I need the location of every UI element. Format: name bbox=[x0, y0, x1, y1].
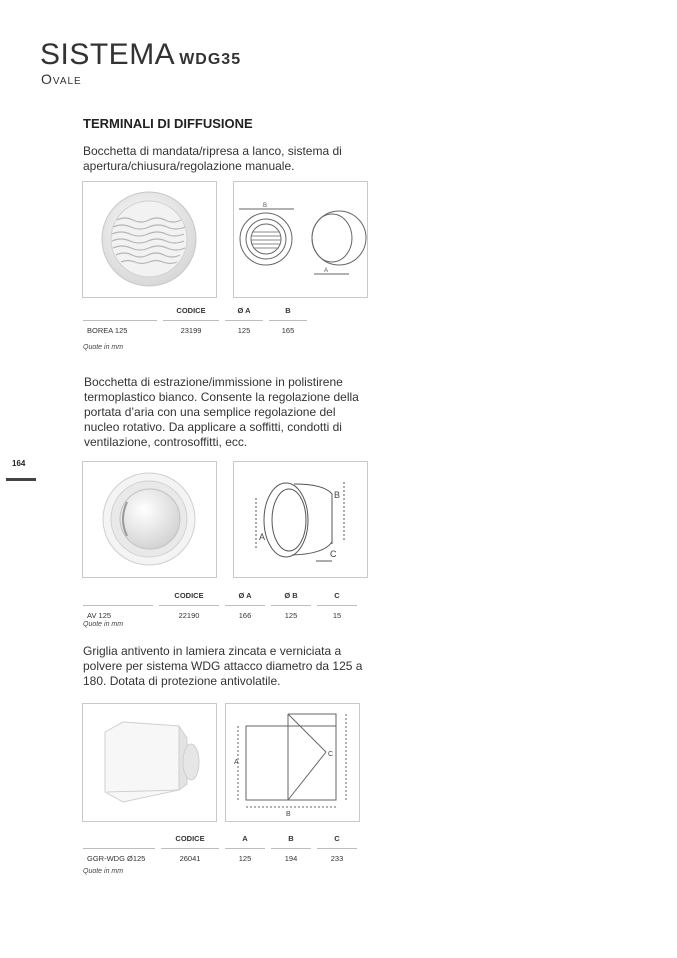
product-3-description: Griglia antivento in lamiera zincata e verniciata a polvere per sistema WDG attacco diametro da 125 a 180. Dotata di protezione antivolatile. bbox=[83, 644, 363, 688]
product-3-spec-table bbox=[83, 834, 357, 864]
product-3-drawing-label-b: B bbox=[286, 811, 291, 818]
product-2-drawing-label-c: C bbox=[330, 549, 337, 559]
col-header-a: Ø A bbox=[225, 306, 263, 321]
cell-codice: 23199 bbox=[180, 326, 202, 335]
cell-b: 125 bbox=[284, 611, 298, 620]
page-subtitle: Ovale bbox=[41, 71, 82, 87]
cell-a: 166 bbox=[238, 611, 252, 620]
cell-c: 15 bbox=[332, 611, 342, 620]
product-1-drawing-label-b: B bbox=[263, 203, 268, 209]
page-number-bar bbox=[6, 478, 36, 481]
product-3-photo bbox=[82, 703, 217, 822]
col-header-codice: CODICE bbox=[159, 591, 219, 606]
system-title: SISTEMA bbox=[40, 38, 176, 71]
cell-a: 125 bbox=[238, 854, 252, 863]
product-3-drawing-label-c: C bbox=[328, 751, 334, 758]
product-2-spec-table bbox=[83, 591, 357, 621]
product-name: GGR-WDG Ø125 bbox=[87, 854, 146, 863]
product-3-note: Quote in mm bbox=[83, 868, 124, 875]
product-1-note: Quote in mm bbox=[83, 344, 124, 351]
product-name: BOREA 125 bbox=[87, 326, 128, 335]
cell-b: 194 bbox=[284, 854, 298, 863]
product-2-description: Bocchetta di estrazione/immissione in polistirene termoplastico bianco. Consente la regolazione della portata d’aria con una semplice regolazione del nucleo rotativo. Da applicare a soffitti, condotti di ventilazione, controsoffitti, ecc. bbox=[84, 375, 359, 449]
col-header-c: C bbox=[317, 834, 357, 849]
cell-codice: 26041 bbox=[179, 854, 201, 863]
product-3-drawing-label-a: A bbox=[234, 759, 239, 766]
col-header-codice: CODICE bbox=[161, 834, 219, 849]
cell-c: 233 bbox=[330, 854, 344, 863]
product-1-drawing-label-a: A bbox=[324, 268, 329, 274]
product-2-drawing-label-b: B bbox=[334, 490, 341, 500]
cell-a: 125 bbox=[237, 326, 251, 335]
product-2-technical-drawing bbox=[233, 461, 368, 578]
product-1-spec-table bbox=[83, 306, 307, 336]
col-header-c: C bbox=[317, 591, 357, 606]
col-header-b: Ø B bbox=[271, 591, 311, 606]
section-heading: TERMINALI DI DIFFUSIONE bbox=[83, 116, 253, 131]
product-1-photo bbox=[82, 181, 217, 298]
col-header-b: B bbox=[271, 834, 311, 849]
col-header-a: Ø A bbox=[225, 591, 265, 606]
col-header-b: B bbox=[269, 306, 307, 321]
page-number: 164 bbox=[12, 459, 26, 468]
table-row bbox=[83, 849, 357, 865]
cell-b: 165 bbox=[281, 326, 295, 335]
page-title bbox=[40, 38, 241, 72]
table-row bbox=[83, 606, 357, 622]
product-1-technical-drawing bbox=[233, 181, 368, 298]
product-2-drawing-label-a: A bbox=[259, 532, 266, 542]
model-code: WDG35 bbox=[179, 51, 242, 68]
product-2-note: Quote in mm bbox=[83, 621, 124, 628]
product-2-photo bbox=[82, 461, 217, 578]
col-header-a: A bbox=[225, 834, 265, 849]
product-1-description: Bocchetta di mandata/ripresa a lanco, sistema di apertura/chiusura/regolazione manuale. bbox=[83, 144, 342, 173]
col-header-codice: CODICE bbox=[163, 306, 219, 321]
product-name: AV 125 bbox=[87, 611, 112, 620]
table-row bbox=[83, 321, 307, 337]
product-3-technical-drawing bbox=[225, 703, 360, 822]
cell-codice: 22190 bbox=[178, 611, 200, 620]
